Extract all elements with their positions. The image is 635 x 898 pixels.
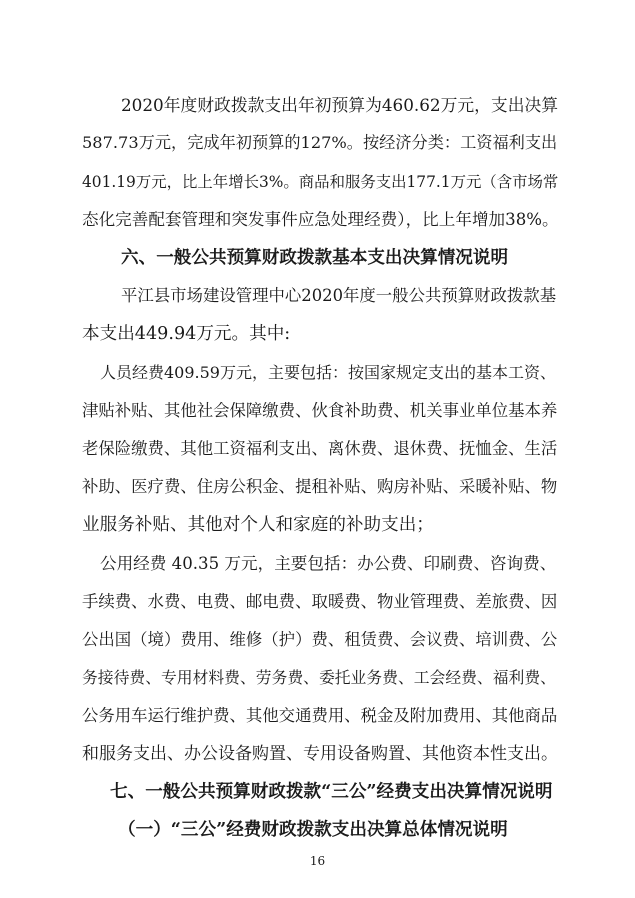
text-line-9: 津贴补贴、其他社会保障缴费、伙食补助费、机关事业单位基本养 — [82, 401, 558, 420]
text-line-3: 401.19万元，比上年增长3%。商品和服务支出177.1万元（含市场常 — [82, 173, 559, 191]
section-heading-7: 七、一般公共预算财政拨款“三公”经费支出决算情况说明 — [110, 781, 553, 802]
text-line-17: 公务用车运行维护费、其他交通费用、税金及附加费用、其他商品 — [82, 706, 558, 725]
text-line-13: 公用经费 40.35 万元，主要包括：办公费、印刷费、咨询费、 — [100, 554, 557, 573]
text-line-15: 公出国（境）费用、维修（护）费、租赁费、会议费、培训费、公 — [82, 630, 558, 649]
text-line-6: 平江县市场建设管理中心2020年度一般公共预算财政拨款基 — [121, 286, 557, 305]
text-line-8: 人员经费409.59万元，主要包括：按国家规定支出的基本工资、 — [100, 363, 556, 382]
text-line-2: 587.73万元，完成年初预算的127%。按经济分类：工资福利支出 — [82, 133, 558, 152]
text-line-4: 态化完善配套管理和突发事件应急处理经费），比上年增加38%。 — [82, 210, 559, 229]
text-line-11: 补助、医疗费、住房公积金、提租补贴、购房补贴、采暖补贴、物 — [82, 477, 558, 496]
text-line-10: 老保险缴费、其他工资福利支出、离休费、退休费、抚恤金、生活 — [82, 439, 558, 458]
text-line-14: 手续费、水费、电费、邮电费、取暖费、物业管理费、差旅费、因 — [82, 592, 558, 611]
page-number: 16 — [309, 854, 326, 868]
text-line-12: 业服务补贴、其他对个人和家庭的补助支出； — [82, 515, 434, 535]
subsection-heading-1: （一）“三公”经费财政拨款支出决算总体情况说明 — [118, 819, 508, 840]
text-line-16: 务接待费、专用材料费、劳务费、委托业务费、工会经费、福利费、 — [82, 668, 556, 687]
text-line-7: 本支出449.94万元。其中: — [82, 324, 291, 344]
text-line-1: 2020年度财政拨款支出年初预算为460.62万元，支出决算 — [121, 95, 559, 115]
text-line-18: 和服务支出、办公设备购置、专用设备购置、其他资本性支出。 — [82, 744, 558, 764]
section-heading-6: 六、一般公共预算财政拨款基本支出决算情况说明 — [121, 247, 509, 268]
